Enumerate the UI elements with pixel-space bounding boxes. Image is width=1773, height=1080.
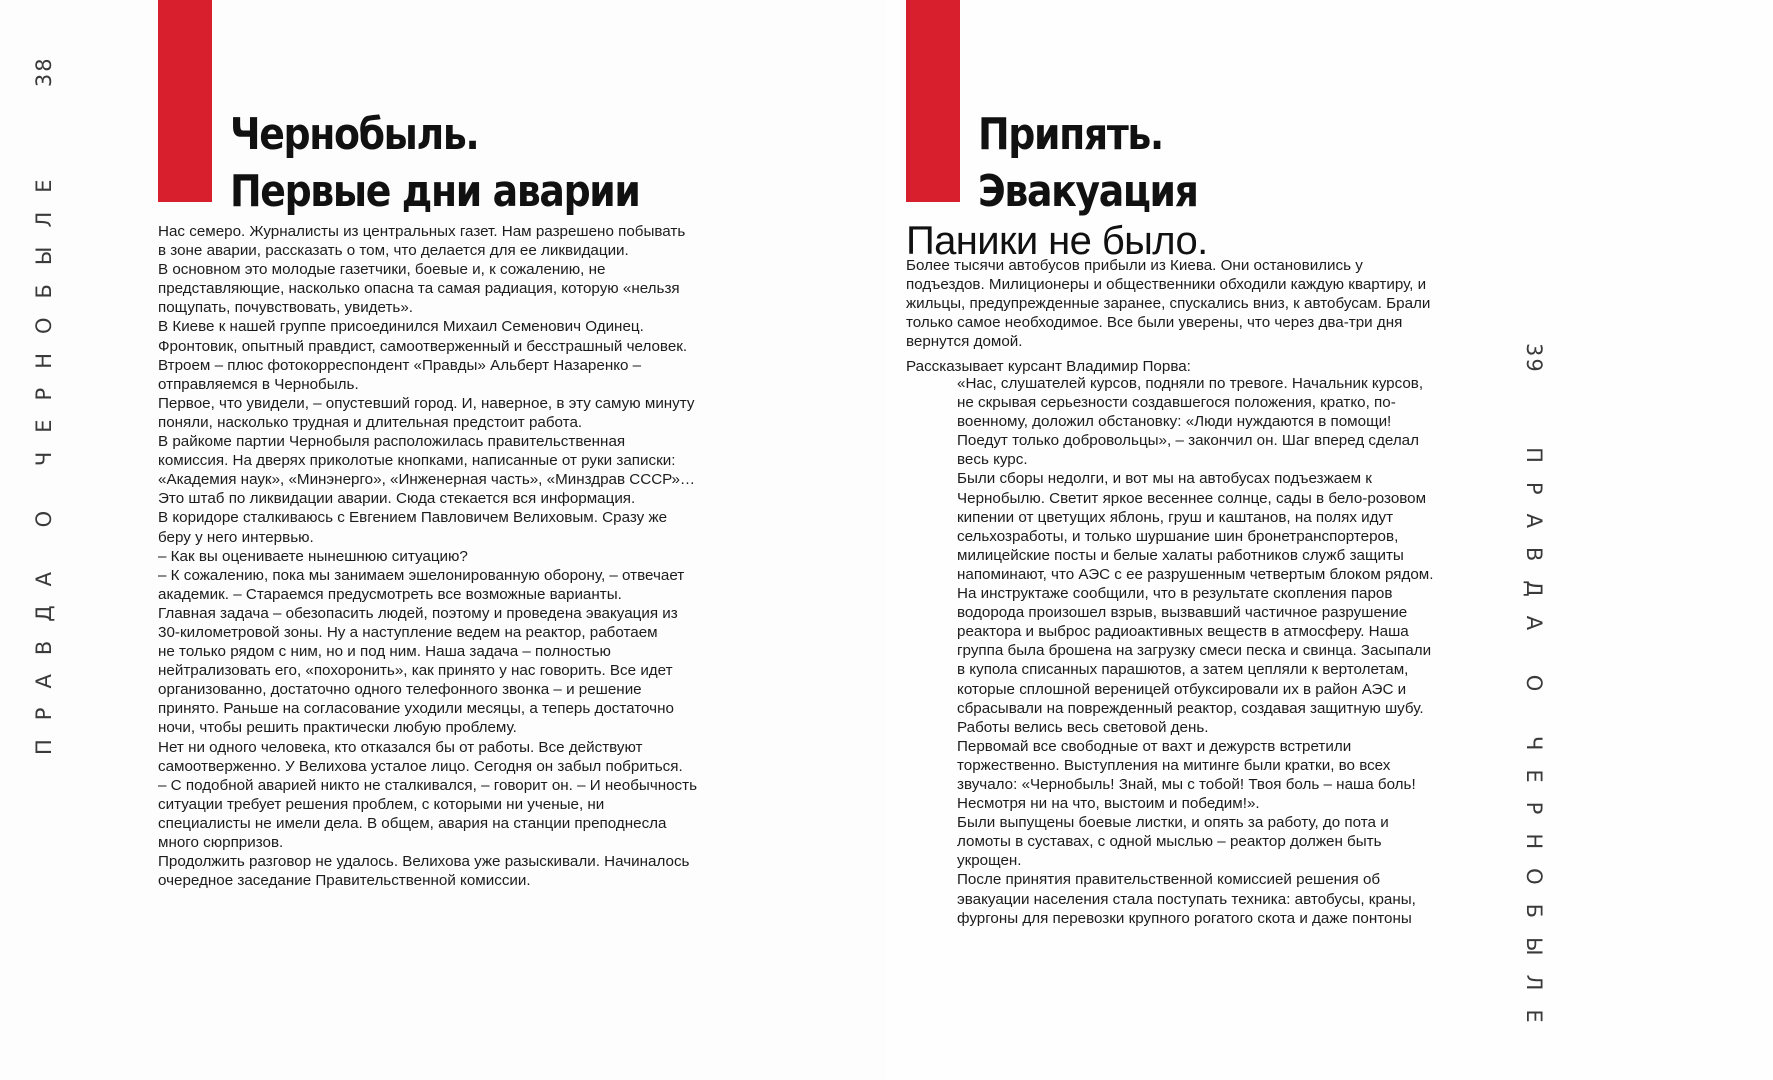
body-line: академик. – Стараемся предусмотреть все возможные варианты. (158, 585, 622, 603)
body-line: фургоны для перевозки крупного рогатого скота и даже понтоны (957, 909, 1412, 927)
running-title-text: ПРАВДА О ЧЕРНОБЫЛЕ (1522, 447, 1546, 1042)
body-line: Поедут только добровольцы», – закончил он. Шаг вперед сделал (957, 432, 1419, 450)
body-line: организованно, достаточно одного телефонного звонка – и решение (158, 681, 642, 699)
right-quote-body (957, 374, 1433, 928)
body-line: В райкоме партии Чернобыля расположилась правительственная (158, 433, 626, 451)
body-line: не только рядом с ним, но и под ним. Наша задача – полностью (158, 643, 611, 661)
red-accent-bar (906, 0, 960, 202)
body-line: – С подобной аварией никто не сталкивался, – говорит он. – И необычность (158, 776, 698, 794)
body-line: Были выпущены боевые листки, и опять за работу, до пота и (957, 814, 1389, 832)
body-line: самоотверженно. У Велихова усталое лицо. Сегодня он забыл побриться. (158, 757, 683, 775)
body-line: «Нас, слушателей курсов, подняли по тревоге. Начальник курсов, (957, 375, 1424, 392)
body-line: Главная задача – обезопасить людей, поэтому и проведена эвакуация из (158, 604, 678, 622)
page-number-right: 39 (1522, 343, 1546, 374)
body-line: военному, доложил обстановку: «Люди нуждаются в помощи! (957, 413, 1392, 431)
body-line: Это штаб по ликвидации аварии. Сюда стекается вся информация. (158, 490, 636, 508)
body-line: представляющие, насколько опасна та самая радиация, которую «нельзя (158, 280, 680, 298)
body-line: комиссия. На дверях приколотые кнопками, написанные от руки записки: (158, 452, 676, 470)
body-line: отправляемся в Чернобыль. (158, 375, 359, 393)
title-line: Эвакуация (978, 166, 1198, 217)
body-line: Втроем – плюс фотокорреспондент «Правды» Альберт Назаренко – (158, 356, 642, 374)
right-page-title (978, 106, 1198, 220)
body-line: реактора и выброс радиоактивных веществ в атмосферу. Наша (957, 623, 1409, 641)
body-line: только самое необходимое. Все были уверены, что через два-три дня (906, 314, 1403, 332)
left-article-body (158, 222, 697, 890)
page-number-left: 38 (32, 56, 56, 88)
body-line: После принятия правительственной комиссией решения об (957, 871, 1381, 889)
body-line: подъездов. Милиционеры и общественники обходили каждую квартиру, и (906, 276, 1427, 294)
body-line: Первое, что увидели, – опустевший город. И, наверное, в эту самую минуту (158, 394, 695, 412)
body-line: принято. Раньше на согласование уходили месяцы, а теперь достаточно (158, 700, 674, 718)
red-accent-bar (158, 0, 212, 202)
right-page-subtitle: Паники не было. (906, 219, 1208, 263)
body-line: В Киеве к нашей группе присоединился Михаил Семенович Одинец. (158, 318, 644, 336)
body-line: Более тысячи автобусов прибыли из Киева. Они остановились у (906, 257, 1363, 274)
body-line: Рассказывает курсант Владимир Порва: (906, 358, 1191, 375)
body-line: – К сожалению, пока мы занимаем эшелонированную оборону, – отвечает (158, 566, 685, 584)
body-line: беру у него интервью. (158, 528, 314, 546)
body-line: Чернобылю. Светит яркое весеннее солнце, сады в бело-розовом (957, 489, 1427, 507)
body-line: в купола списанных парашютов, а затем цепляли к вертолетам, (957, 661, 1409, 679)
body-line: сбрасывали на поврежденный реактор, создавая защитную шубу. (957, 699, 1424, 717)
body-line: Нас семеро. Журналисты из центральных газет. Нам разрешено побывать (158, 223, 686, 240)
body-line: нейтрализовать его, «похоронить», как принято у нас говорить. Все идет (158, 662, 673, 680)
body-line: поняли, насколько трудная и длительная предстоит работа. (158, 413, 583, 431)
body-line: Нет ни одного человека, кто отказался бы от работы. Все действуют (158, 738, 643, 756)
body-line: Работы велись весь световой день. (957, 718, 1209, 736)
body-line: милицейские посты и белые халаты работников служб защиты (957, 546, 1404, 564)
title-line: Чернобыль. (230, 109, 479, 160)
body-line: пощупать, почувствовать, увидеть». (158, 299, 414, 317)
body-line: В коридоре сталкиваюсь с Евгением Павловичем Велиховым. Сразу же (158, 509, 668, 527)
running-title-left (34, 56, 55, 755)
body-line: ломоты в суставах, с одной мыслью – реактор должен быть (957, 833, 1382, 851)
body-line: много сюрпризов. (158, 834, 284, 851)
title-line: Первые дни аварии (230, 166, 640, 217)
body-line: Продолжить разговор не удалось. Велихова уже разыскивали. Начиналось (158, 853, 690, 871)
body-line: в зоне аварии, рассказать о том, что делается для ее ликвидации. (158, 242, 629, 260)
body-line: торжественно. Выступления на митинге были кратки, во всех (957, 756, 1391, 774)
body-line: очередное заседание Правительственной комиссии. (158, 872, 531, 890)
body-line: напоминают, что АЭС с ее разрушенным четвертым блоком рядом. (957, 565, 1434, 583)
running-title-text: ПРАВДА О ЧЕРНОБЫЛЕ (32, 160, 56, 755)
body-line: ситуации требует решения проблем, с которыми ни ученые, ни (158, 795, 605, 813)
body-line: жильцы, предупрежденные заранее, спускались вниз, к автобусам. Брали (906, 295, 1431, 313)
body-line: «Академия наук», «Минэнерго», «Инженерная часть», «Минздрав СССР»… (158, 471, 696, 489)
body-line: укрощен. (957, 852, 1022, 870)
right-article-intro (906, 256, 1430, 351)
body-line: – Как вы оцениваете нынешнюю ситуацию? (158, 547, 468, 565)
body-line: кипении от цветущих яблонь, груш и каштанов, на полях идут (957, 508, 1394, 526)
body-line: специалисты не имели дела. В общем, авария на станции преподнесла (158, 814, 667, 832)
body-line: группа была брошена на загрузку смеси песка и свинца. Засыпали (957, 642, 1432, 660)
body-line: 30-километровой зоны. Ну а наступление ведем на реактор, работаем (158, 623, 658, 641)
body-line: Были сборы недолги, и вот мы на автобусах подъезжаем к (957, 470, 1372, 488)
body-line: Первомай все свободные от вахт и дежурств встретили (957, 737, 1352, 755)
running-title-right (1523, 343, 1544, 1042)
body-line: На инструктаже сообщили, что в результате скопления паров (957, 585, 1393, 603)
body-line: сельхозработы, и только шуршание шин бронетранспортеров, (957, 527, 1399, 545)
body-line: вернутся домой. (906, 333, 1023, 351)
title-line: Припять. (978, 109, 1163, 160)
body-line: звучало: «Чернобыль! Знай, мы с тобой! Твоя боль – наша боль! (957, 775, 1416, 793)
left-page (0, 0, 886, 1080)
right-page (886, 0, 1773, 1080)
body-line: ночи, чтобы решить практически любую проблему. (158, 719, 517, 737)
body-line: Несмотря ни на что, выстоим и победим!». (957, 795, 1260, 813)
body-line: которые сплошной вереницей отбуксировали их в район АЭС и (957, 680, 1407, 698)
body-line: весь курс. (957, 451, 1028, 469)
body-line: В основном это молодые газетчики, боевые и, к сожалению, не (158, 261, 606, 279)
body-line: не скрывая серьезности создавшегося положения, кратко, по- (957, 394, 1396, 412)
left-page-title (230, 106, 640, 220)
body-line: Фронтовик, опытный правдист, самоотверженный и бесстрашный человек. (158, 337, 688, 355)
body-line: эвакуации населения стала поступать техника: автобусы, краны, (957, 890, 1416, 908)
body-line: водорода произошел взрыв, вызвавший частичное разрушение (957, 604, 1408, 622)
